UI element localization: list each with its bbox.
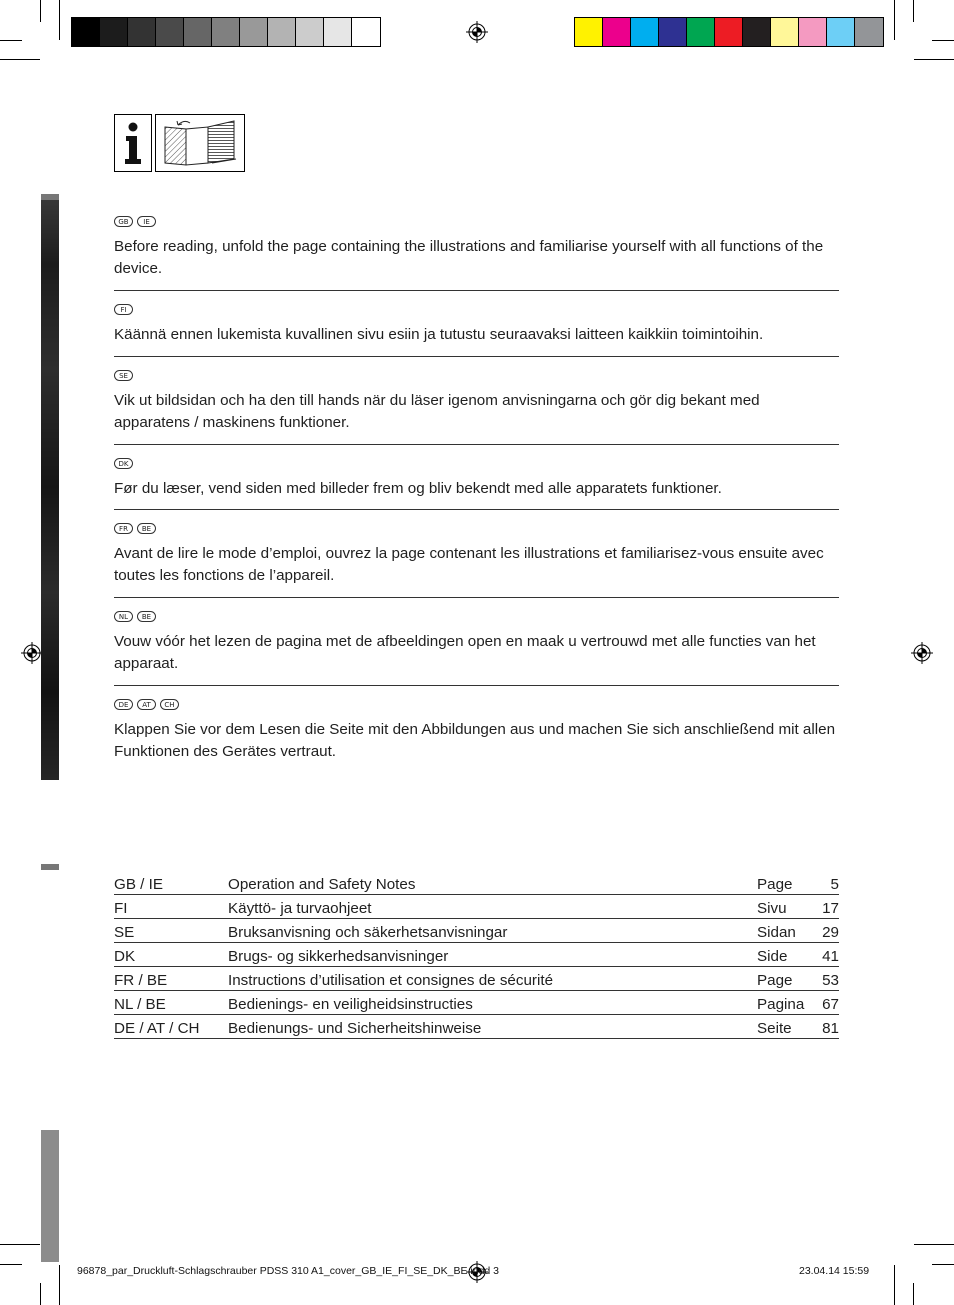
toc-language: SE xyxy=(114,924,135,941)
toc-page-label: Page xyxy=(757,972,793,989)
color-swatch xyxy=(603,18,631,46)
toc-title: Bruksanvisning och säkerhetsanvisningar xyxy=(228,924,508,941)
side-tab-top xyxy=(41,194,59,200)
toc-language: DE / AT / CH xyxy=(114,1020,200,1037)
toc-title: Bedienungs- und Sicherheitshinweise xyxy=(228,1020,482,1037)
language-badges xyxy=(114,370,839,384)
color-swatch xyxy=(799,18,827,46)
toc-page-number: 29 xyxy=(822,924,839,941)
side-tab-marker xyxy=(41,864,59,870)
section-gb-ie xyxy=(114,216,839,291)
registration-mark-icon xyxy=(21,642,43,664)
toc-row xyxy=(114,871,839,895)
color-swatch xyxy=(100,18,128,46)
color-swatch xyxy=(156,18,184,46)
language-badge: FR xyxy=(114,523,133,534)
section-text: Før du læser, vend siden med billeder frem og bliv bekendt med alle apparatets funktioner. xyxy=(114,480,722,497)
toc-page-label: Pagina xyxy=(757,996,805,1013)
color-swatch xyxy=(631,18,659,46)
footer-date: 23.04.14 15:59 xyxy=(799,1265,870,1277)
language-badge: FI xyxy=(114,304,133,315)
color-swatch xyxy=(771,18,799,46)
registration-mark-icon xyxy=(911,642,933,664)
registration-mark-icon xyxy=(466,21,488,43)
toc-page-label: Sivu xyxy=(757,900,787,917)
footer-file-name: 96878_par_Druckluft-Schlagschrauber PDSS 310 A1_cover_GB_IE_FI_SE_DK_BE.indd 3 xyxy=(77,1265,499,1277)
language-badges xyxy=(114,458,839,472)
language-badge: CH xyxy=(160,699,179,710)
toc-page-number: 81 xyxy=(822,1020,839,1037)
language-badges xyxy=(114,304,839,318)
language-badge: BE xyxy=(137,523,156,534)
language-badge: DK xyxy=(114,458,133,469)
color-swatch xyxy=(855,18,883,46)
toc-title: Operation and Safety Notes xyxy=(228,876,416,893)
section-fi xyxy=(114,304,839,357)
toc-page-number: 53 xyxy=(822,972,839,989)
toc-language: DK xyxy=(114,948,136,965)
language-badges xyxy=(114,699,839,713)
section-dk xyxy=(114,458,839,510)
section-nl-be xyxy=(114,611,839,686)
color-swatch xyxy=(72,18,100,46)
color-scale-bar xyxy=(574,17,884,47)
color-swatch xyxy=(827,18,855,46)
toc-page-number: 41 xyxy=(822,948,839,965)
toc-language: FR / BE xyxy=(114,972,168,989)
table-of-contents xyxy=(114,871,839,1039)
language-badges xyxy=(114,611,839,625)
color-swatch xyxy=(715,18,743,46)
toc-page-label: Page xyxy=(757,876,793,893)
language-badge: IE xyxy=(137,216,156,227)
info-icon xyxy=(114,114,152,172)
toc-language: NL / BE xyxy=(114,996,166,1013)
color-swatch xyxy=(659,18,687,46)
color-swatch xyxy=(687,18,715,46)
language-badge: NL xyxy=(114,611,133,622)
toc-row xyxy=(114,895,839,919)
unfold-page-icon xyxy=(155,114,245,172)
toc-title: Käyttö- ja turvaohjeet xyxy=(228,900,372,917)
section-text: Klappen Sie vor dem Lesen die Seite mit den Abbildungen aus und machen Sie sich anschließend mit allen Funktionen des Gerätes vertraut. xyxy=(114,721,836,760)
color-swatch xyxy=(128,18,156,46)
toc-title: Brugs- og sikkerhedsanvisninger xyxy=(228,948,449,965)
section-text: Vik ut bildsidan och ha den till hands när du läser igenom anvisningarna och gör dig bekant med apparatens / maskinens funktioner. xyxy=(114,392,760,431)
side-tab-dark xyxy=(41,194,59,780)
language-badge: AT xyxy=(137,699,156,710)
section-text: Before reading, unfold the page containing the illustrations and familiarise yourself with all functions of the device. xyxy=(114,238,824,277)
color-swatch xyxy=(575,18,603,46)
toc-row xyxy=(114,1015,839,1039)
section-fr-be xyxy=(114,523,839,598)
language-badges xyxy=(114,523,839,537)
color-swatch xyxy=(184,18,212,46)
language-badge: GB xyxy=(114,216,133,227)
toc-page-label: Side xyxy=(757,948,788,965)
color-swatch xyxy=(240,18,268,46)
language-badge: BE xyxy=(137,611,156,622)
language-badges xyxy=(114,216,839,230)
toc-row xyxy=(114,919,839,943)
side-tab-gray xyxy=(41,1130,59,1262)
language-badge: SE xyxy=(114,370,133,381)
section-text: Avant de lire le mode d’emploi, ouvrez la page contenant les illustrations et familiarisez-vous ensuite avec toutes les fonctions de l’appareil. xyxy=(114,545,824,584)
toc-page-number: 5 xyxy=(830,876,839,893)
toc-language: GB / IE xyxy=(114,876,163,893)
toc-page-number: 17 xyxy=(822,900,839,917)
language-badge: DE xyxy=(114,699,133,710)
color-swatch xyxy=(324,18,352,46)
section-de-at-ch xyxy=(114,699,839,769)
section-se xyxy=(114,370,839,445)
toc-title: Bedienings- en veiligheidsinstructies xyxy=(228,996,473,1013)
gray-scale-bar xyxy=(71,17,381,47)
section-text: Käännä ennen lukemista kuvallinen sivu esiin ja tutustu seuraavaksi laitteen kaikkiin toimintoihin. xyxy=(114,326,764,343)
toc-row xyxy=(114,943,839,967)
toc-page-label: Seite xyxy=(757,1020,792,1037)
toc-title: Instructions d’utilisation et consignes de sécurité xyxy=(228,972,554,989)
toc-row xyxy=(114,967,839,991)
section-text: Vouw vóór het lezen de pagina met de afbeeldingen open en maak u vertrouwd met alle functies van het apparaat. xyxy=(114,633,816,672)
toc-row xyxy=(114,991,839,1015)
color-swatch xyxy=(212,18,240,46)
color-swatch xyxy=(352,18,380,46)
toc-language: FI xyxy=(114,900,128,917)
color-swatch xyxy=(268,18,296,46)
color-swatch xyxy=(743,18,771,46)
toc-page-number: 67 xyxy=(822,996,839,1013)
toc-page-label: Sidan xyxy=(757,924,796,941)
color-swatch xyxy=(296,18,324,46)
